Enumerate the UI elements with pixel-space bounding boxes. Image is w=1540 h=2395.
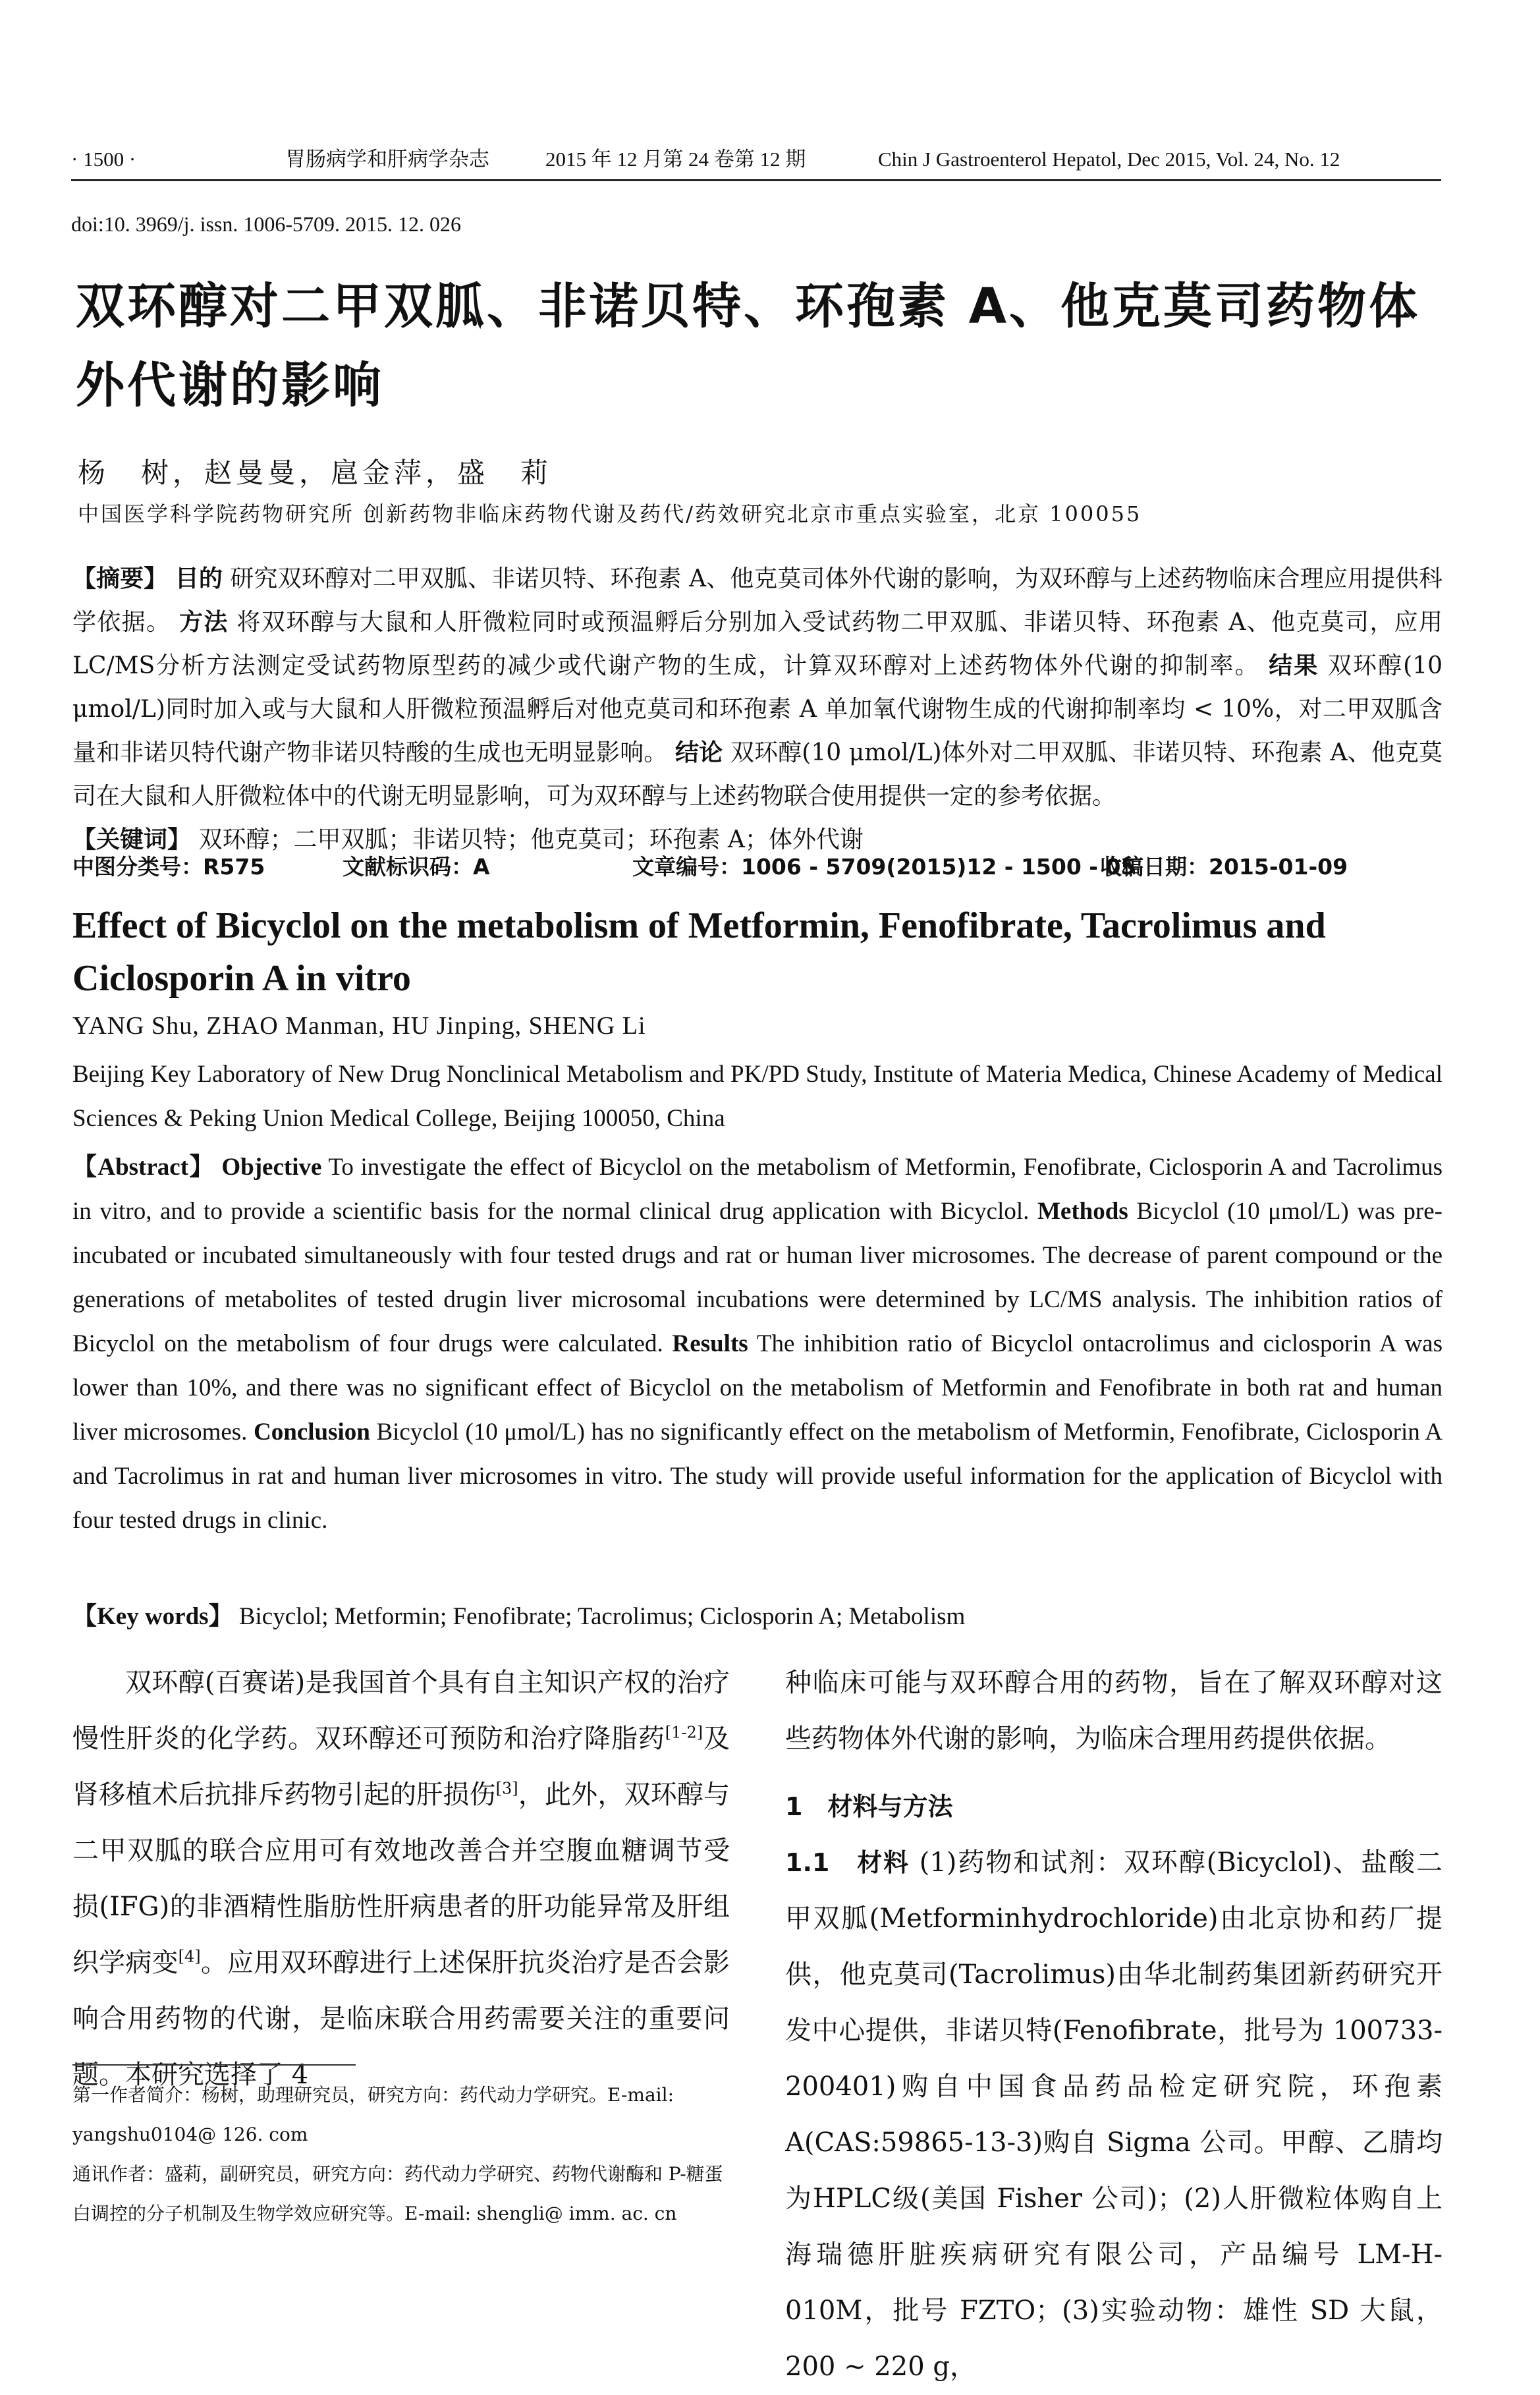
intro-text-c: ，此外，双环醇与二甲双胍的联合应用可有效地改善合并空腹血糖调节受损(IFG)的非酒精性脂肪性肝病患者的肝功能异常及肝组织学病变	[72, 1780, 730, 1978]
section-1-1-text: (1)药物和试剂：双环醇(Bicyclol)、盐酸二甲双胍(Metforminhydrochloride)由北京协和药厂提供，他克莫司(Tacrolimus)由华北制药集团新药研究开发中心提供，非诺贝特(Fenofibrate，批号为 100733-200401)购自中国食品药品检定研究院，环孢素 A(CAS:59865-13-3)购自 Sigma 公司。甲醇、乙腈均为HPLC级(美国 Fisher 公司)；(2)人肝微粒体购自上海瑞德肝脏疾病研究有限公司，产品编号 LM-H-010M，批号 FZTO；(3)实验动物：雄性 SD 大鼠，200 ~ 220 g，	[785, 1847, 1443, 2382]
objective-cn: 研究双环醇对二甲双胍、非诺贝特、环孢素 A、他克莫司体外代谢的影响，为双环醇与上述药物临床合理应用提供科学依据。	[72, 565, 1443, 636]
affiliation-en: Beijing Key Laboratory of New Drug Nonclinical Metabolism and PK/PD Study, Institute of Materia Medica, Chinese Academy of Medical Sciences & Peking Union Medical College, Beijing 100050, China	[72, 1061, 1443, 1132]
section-1-1	[785, 1835, 1443, 2395]
conclusion-en: Bicyclol (10 μmol/L) has no significantly effect on the metabolism of Metformin, Fenofibrate, Ciclosporin A and Tacrolimus in rat and human liver microsomes in vitro. The study will provide useful information for the application of Bicyclol with four tested drugs in clinic.	[72, 1419, 1443, 1534]
abstract-cn-label: 【摘要】	[72, 565, 168, 592]
intro-text-a: 双环醇(百赛诺)是我国首个具有自主知识产权的治疗慢性肝炎的化学药。双环醇还可预防和治疗降脂药	[72, 1668, 730, 1754]
running-head	[71, 140, 1441, 181]
keywords-en-text: Bicyclol; Metformin; Fenofibrate; Tacrolimus; Ciclosporin A; Metabolism	[238, 1603, 966, 1630]
results-cn: 双环醇(10 μmol/L)同时加入或与大鼠和人肝微粒预温孵后对他克莫司和环孢素 A 单加氧代谢物生成的代谢抑制率均 < 10%，对二甲双胍含量和非诺贝特代谢产物非诺贝特酸的生成也无明显影响。	[72, 652, 1443, 766]
methods-en: Bicyclol (10 μmol/L) was pre-incubated or incubated simultaneously with four tested drugs and rat or human liver microsomes. The decrease of parent compound or the generations of metabolites of tested drugin liver microsomal incubations were determined by LC/MS analysis. The inhibition ratios of Bicyclol on the metabolism of four drugs were calculated.	[72, 1198, 1443, 1357]
footnote-corresponding-author: 通讯作者：盛莉，副研究员，研究方向：药代动力学研究、药物代谢酶和 P-糖蛋白调控的分子机制及生物学效应研究等。E-mail: shengli@ imm. ac. cn	[72, 2163, 723, 2224]
journal-name-cn: 胃肠病学和肝病学杂志	[285, 148, 489, 171]
citation-1-2: [1-2]	[665, 1723, 703, 1742]
citation-3: [3]	[495, 1779, 518, 1798]
methods-en-label: Methods	[1037, 1198, 1128, 1225]
methods-cn-label: 方法	[179, 609, 229, 636]
authors-en: YANG Shu, ZHAO Manman, HU Jinping, SHENG Li	[72, 1012, 646, 1040]
article-meta	[72, 850, 1443, 883]
objective-en-label: Objective	[221, 1154, 322, 1181]
intro-continuation: 种临床可能与双环醇合用的药物，旨在了解双环醇对这些药物体外代谢的影响，为临床合理用药提供依据。	[785, 1668, 1443, 1754]
keywords-en-label: 【Key words】	[72, 1603, 233, 1630]
keywords-cn-label: 【关键词】	[72, 826, 192, 853]
conclusion-cn-label: 结论	[675, 739, 723, 766]
abstract-en-label: 【Abstract】	[72, 1154, 215, 1181]
citation-4: [4]	[178, 1947, 201, 1966]
article-number: 文章编号：1006 - 5709(2015)12 - 1500 - 05	[632, 854, 1136, 880]
authors-cn: 杨 树，赵曼曼，扈金萍，盛 莉	[78, 457, 553, 489]
results-cn-label: 结果	[1269, 652, 1319, 679]
issue-cn: 2015 年 12 月第 24 卷第 12 期	[545, 148, 806, 171]
affiliation-cn: 中国医学科学院药物研究所 创新药物非临床药物代谢及药代/药效研究北京市重点实验室，北京 100055	[78, 501, 1142, 526]
doi: doi:10. 3969/j. issn. 1006-5709. 2015. 12. 026	[71, 212, 462, 236]
methods-cn: 将双环醇与大鼠和人肝微粒同时或预温孵后分别加入受试药物二甲双胍、非诺贝特、环孢素 A、他克莫司，应用LC/MS分析方法测定受试药物原型药的减少或代谢产物的生成，计算双环醇对上述药物体外代谢的抑制率。	[72, 609, 1443, 679]
page-number: · 1500 ·	[71, 148, 136, 171]
objective-cn-label: 目的	[175, 565, 223, 592]
received-date: 收稿日期：2015-01-09	[1100, 854, 1348, 880]
footnote-first-author: 第一作者简介：杨树，助理研究员，研究方向：药代动力学研究。E-mail: yangshu0104@ 126. com	[72, 2084, 674, 2145]
keywords-cn: 双环醇；二甲双胍；非诺贝特；他克莫司；环孢素 A；体外代谢	[198, 826, 864, 853]
section-1-heading: 1 材料与方法	[785, 1792, 953, 1821]
results-en-label: Results	[672, 1330, 748, 1357]
document-code: 文献标识码：A	[343, 854, 490, 880]
title-cn: 双环醇对二甲双胍、非诺贝特、环孢素 A、他克莫司药物体外代谢的影响	[76, 278, 1421, 414]
results-en: The inhibition ratio of Bicyclol ontacrolimus and ciclosporin A was lower than 10%, and there was no significant effect of Bicyclol on the metabolism of Metformin and Fenofibrate in both rat and human liver microsomes.	[72, 1330, 1443, 1446]
body-column-left	[72, 1655, 730, 2103]
title-en: Effect of Bicyclol on the metabolism of Metformin, Fenofibrate, Tacrolimus and Ciclosporin A in vitro	[72, 905, 1326, 999]
keywords-en	[72, 1594, 1443, 1639]
abstract-cn	[72, 557, 1443, 862]
objective-en: To investigate the effect of Bicyclol on the metabolism of Metformin, Fenofibrate, Ciclosporin A and Tacrolimus in vitro, and to provide a scientific basis for the normal clinical drug application with Bicyclol.	[72, 1154, 1443, 1225]
conclusion-cn: 双环醇(10 μmol/L)体外对二甲双胍、非诺贝特、环孢素 A、他克莫司在大鼠和人肝微粒体中的代谢无明显影响，可为双环醇与上述药物联合使用提供一定的参考依据。	[72, 739, 1443, 810]
clc-number: 中图分类号：R575	[72, 854, 265, 880]
section-1-1-heading: 1.1 材料	[785, 1848, 910, 1877]
intro-paragraph	[72, 1655, 730, 2103]
conclusion-en-label: Conclusion	[254, 1419, 370, 1446]
intro-text-d: 。应用双环醇进行上述保肝抗炎治疗是否会影响合用药物的代谢，是临床联合用药需要关注的重要问题。本研究选择了 4	[72, 1948, 730, 2090]
intro-text-b: 及肾移植术后抗排斥药物引起的肝损伤	[72, 1724, 730, 1810]
body-column-right	[785, 1655, 1443, 2395]
footnotes	[72, 2075, 730, 2234]
abstract-en	[72, 1145, 1443, 1542]
journal-name-en: Chin J Gastroenterol Hepatol, Dec 2015, Vol. 24, No. 12	[878, 148, 1340, 171]
footnote-divider	[72, 2064, 356, 2066]
